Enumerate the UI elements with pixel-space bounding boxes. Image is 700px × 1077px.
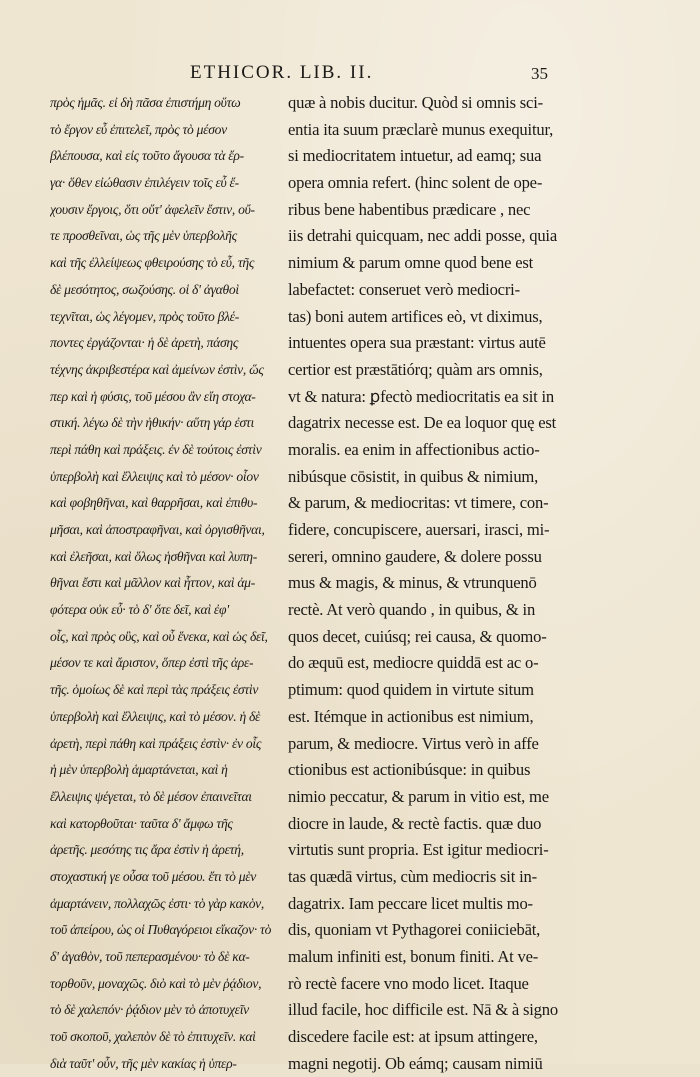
greek-text-line: βλέπουσα, καὶ εἰς τοῦτο ἄγουσα τὰ ἔρ- [50, 148, 244, 164]
latin-text-line: illud facile, hoc difficile est. Nā & à signo [288, 1000, 558, 1020]
greek-text-line: τέχνης ἀκριβεστέρα καὶ ἀμείνων ἐστὶν, ὥς [50, 361, 264, 377]
greek-text-line: καὶ τῆς ἐλλείψεως φθειρούσης τὸ εὖ, τῆς [50, 255, 255, 271]
greek-text-line: καὶ κατορθοῦται· ταῦτα δ' ἄμφω τῆς [50, 815, 233, 831]
latin-text-line: opera omnia refert. (hinc solent de ope- [288, 173, 543, 193]
greek-text-line: ὑπερβολὴ καὶ ἔλλειψις, καὶ τὸ μέσον. ἡ δὲ [50, 708, 261, 724]
latin-text-column [288, 90, 580, 1077]
greek-text-line: καὶ ἐλεῆσαι, καὶ ὅλως ἡσθῆναι καὶ λυπη- [50, 548, 257, 564]
greek-text-line: τὸ δὲ χαλεπόν· ῥᾴδιον μὲν τὸ ἀποτυχεῖν [50, 1002, 249, 1018]
latin-text-line: est. Itémque in actionibus est nimium, [288, 706, 534, 726]
greek-text-line: ἀρετὴ, περὶ πάθη καὶ πράξεις ἐστὶν· ἐν οἷς [50, 735, 262, 751]
greek-text-line: ἀρετῆς. μεσότης τις ἄρα ἐστὶν ἡ ἀρετή, [50, 842, 244, 858]
greek-text-line: μῆσαι, καὶ ἀποστραφῆναι, καὶ ὀργισθῆναι, [50, 522, 265, 537]
latin-text-line: iis detrahi quicquam, nec addi posse, quia [288, 226, 558, 246]
greek-text-line: δ' ἀγαθὸν, τοῦ πεπερασμένου· τὸ δὲ κα- [50, 949, 250, 964]
latin-text-line: vt & natura: ꝑfectò mediocritatis ea sit in [288, 386, 554, 406]
latin-text-line: rò rectè facere vno modo licet. Itaque [288, 973, 529, 993]
greek-text-line: περ καὶ ἡ φύσις, τοῦ μέσου ἂν εἴη στοχα- [50, 388, 256, 404]
greek-text-line: τῆς. ὁμοίως δὲ καὶ περὶ τὰς πράξεις ἐστὶν [50, 682, 259, 698]
greek-text-line: τοῦ σκοποῦ, χαλεπὸν δὲ τὸ ἐπιτυχεῖν. καὶ [50, 1029, 256, 1045]
latin-text-line: moralis. ea enim in affectionibus actio- [288, 439, 540, 459]
latin-text-line: do æquū est, mediocre quiddā est ac o- [288, 653, 539, 673]
greek-text-line: στική. λέγω δὲ τὴν ἠθικήν· αὕτη γάρ ἐστι [50, 415, 254, 431]
latin-text-line: dagatrix necesse est. De ea loquor quę est [288, 413, 557, 433]
latin-text-line: parum, & mediocre. Virtus verò in affe [288, 733, 539, 753]
greek-text-line: τοῦ ἀπείρου, ὡς οἱ Πυθαγόρειοι εἴκαζον· τὸ [50, 922, 272, 938]
latin-text-line: entia ita suum præclarè munus exequitur, [288, 119, 554, 139]
greek-text-line: οἷς, καὶ πρὸς οὓς, καὶ οὗ ἕνεκα, καὶ ὡς δεῖ, [50, 628, 268, 644]
greek-text-line: περὶ πάθη καὶ πράξεις. ἐν δὲ τούτοις ἐστὶν [50, 441, 262, 457]
greek-text-line: τε προσθεῖναι, ὡς τῆς μὲν ὑπερβολῆς [50, 228, 237, 244]
page-number: 35 [531, 64, 548, 83]
latin-text-line: certior est præstātiórq; quàm ars omnis, [288, 359, 543, 379]
greek-text-line: ἔλλειψις ψέγεται, τὸ δὲ μέσον ἐπαινεῖται [50, 788, 252, 804]
latin-text-line: mus & magis, & minus, & vtrunquenō [288, 573, 537, 593]
latin-text-line: dagatrix. Iam peccare licet multis mo- [288, 893, 533, 913]
greek-text-line: καὶ φοβηθῆναι, καὶ θαρρῆσαι, καὶ ἐπιθυ- [50, 495, 258, 511]
greek-text-line: τορθοῦν, μοναχῶς. διὸ καὶ τὸ μὲν ῥᾴδιον, [50, 975, 262, 991]
latin-text-line: virtutis sunt propria. Est igitur mediocri- [288, 840, 549, 860]
latin-text-line: fidere, concupiscere, auersari, irasci, mi- [288, 520, 550, 539]
latin-text-line: nibúsque cōsistit, in quibus & nimium, [288, 466, 539, 486]
greek-text-line: ὑπερβολὴ καὶ ἔλλειψις καὶ τὸ μέσον· οἷον [50, 468, 259, 484]
greek-text-line: θῆναι ἔστι καὶ μᾶλλον καὶ ἧττον, καὶ ἀμ- [50, 575, 255, 591]
latin-text-line: intuentes opera sua præstant: virtus autē [288, 333, 546, 353]
greek-text-line: φότερα οὐκ εὖ· τὸ δ' ὅτε δεῖ, καὶ ἐφ' [50, 602, 229, 618]
latin-text-line: quos decet, cuiúsq; rei causa, & quomo- [288, 626, 547, 646]
greek-text-line: τεχνῖται, ὡς λέγομεν, πρὸς τοῦτο βλέ- [50, 308, 239, 324]
latin-text-line: magni negotij. Ob eámq; causam nimiū [288, 1053, 543, 1073]
greek-text-line: ἡ μὲν ὑπερβολὴ ἁμαρτάνεται, καὶ ἡ [50, 762, 228, 778]
greek-text-line: ποντες ἐργάζονται· ἡ δὲ ἀρετὴ, πάσης [50, 335, 239, 351]
greek-text-line: δὲ μεσότητος, σωζούσης. οἱ δ' ἀγαθοὶ [50, 281, 239, 297]
latin-text-line: dis, quoniam vt Pythagorei coniiciebāt, [288, 920, 541, 940]
latin-text-line: labefactet: conseruet verò mediocri- [288, 279, 520, 299]
greek-text-line: γα· ὅθεν εἰώθασιν ἐπιλέγειν τοῖς εὖ ἔ- [50, 175, 239, 191]
latin-text-line: diocre in laude, & rectè factis. quæ duo [288, 813, 542, 833]
greek-text-line: χουσιν ἔργοις, ὅτι οὔτ' ἀφελεῖν ἔστιν, οὔ- [50, 201, 255, 217]
latin-text-line: sereri, omnino gaudere, & dolere possu [288, 546, 542, 566]
latin-text-line: & parum, & mediocritas: vt timere, con- [288, 493, 549, 513]
greek-text-line: διὰ ταῦτ' οὖν, τῆς μὲν κακίας ἡ ὑπερ- [50, 1055, 237, 1071]
greek-text-line: τὸ ἔργον εὖ ἐπιτελεῖ, πρὸς τὸ μέσον [50, 121, 227, 137]
latin-text-line: si mediocritatem intuetur, ad eamq; sua [288, 146, 542, 166]
greek-text-line: στοχαστική γε οὖσα τοῦ μέσου. ἔτι τὸ μὲν [50, 868, 257, 884]
greek-text-column [50, 90, 282, 1077]
greek-text-line: πρὸς ἡμᾶς. εἰ δὴ πᾶσα ἐπιστήμη οὕτω [50, 95, 241, 110]
greek-text-line: μέσον τε καὶ ἄριστον, ὅπερ ἐστὶ τῆς ἀρε- [50, 655, 254, 671]
latin-text-line: tas) boni autem artifices eò, vt diximus, [288, 306, 543, 326]
latin-text-line: rectè. At verò quando , in quibus, & in [288, 600, 536, 620]
latin-text-line: malum infiniti est, bonum finiti. At ve- [288, 947, 539, 966]
latin-text-line: discedere facile est: at ipsum attingere, [288, 1027, 538, 1047]
running-title: ETHICOR. LIB. II. [190, 62, 374, 83]
greek-text-line: ἁμαρτάνειν, πολλαχῶς ἐστι· τὸ γὰρ κακὸν, [50, 895, 265, 911]
latin-text-line: nimium & parum omne quod bene est [288, 253, 534, 273]
latin-text-line: tas quædā virtus, cùm mediocris sit in- [288, 866, 537, 886]
latin-text-line: ribus bene habentibus prædicare , nec [288, 199, 531, 219]
latin-text-line: ctionibus est actionibúsque: in quibus [288, 760, 531, 780]
latin-text-line: ptimum: quod quidem in virtute situm [288, 680, 534, 700]
latin-text-line: quæ à nobis ducitur. Quòd si omnis sci- [288, 93, 543, 112]
latin-text-line: nimio peccatur, & parum in vitio est, me [288, 786, 549, 806]
